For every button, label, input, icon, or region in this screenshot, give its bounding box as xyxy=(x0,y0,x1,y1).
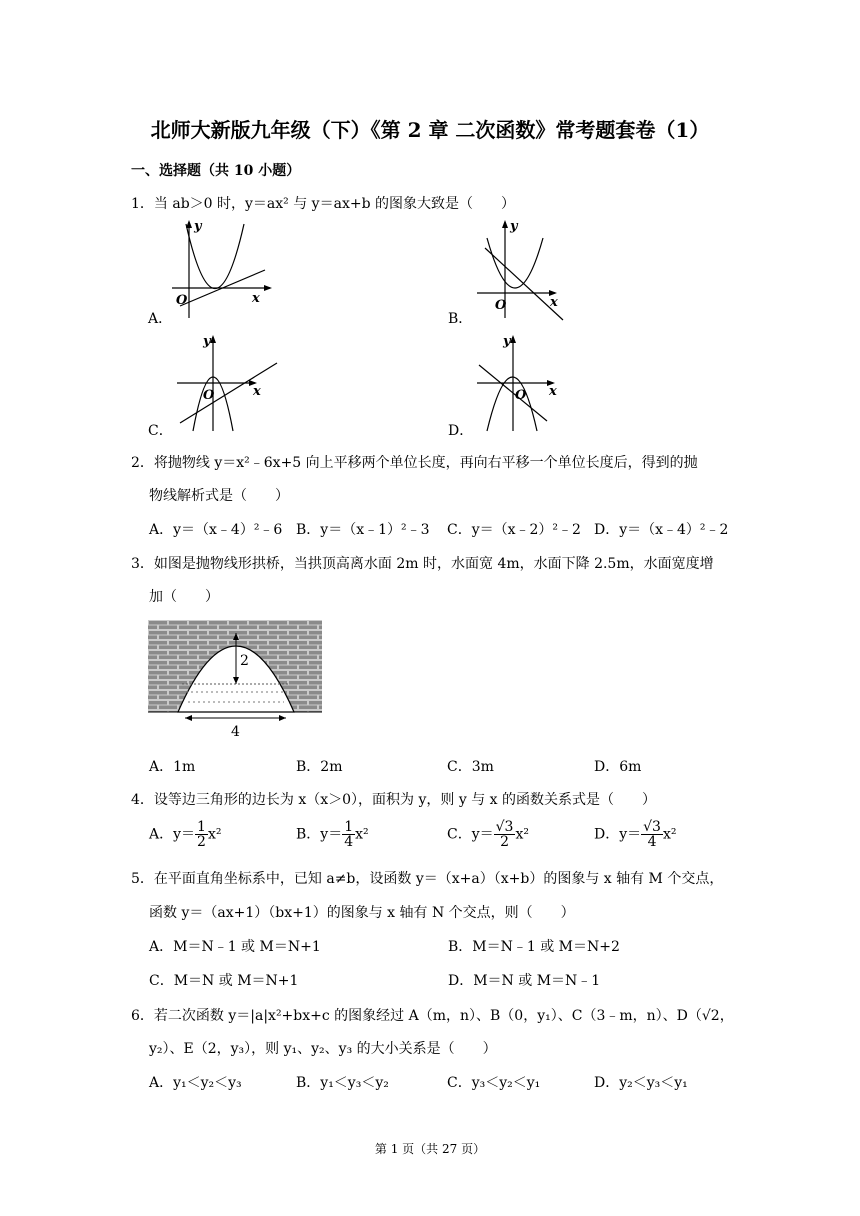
graph-d-y-label: y xyxy=(503,334,511,349)
q3-height-label: 2 xyxy=(240,653,249,669)
graph-c-x-label: x xyxy=(253,384,261,399)
question-2-stem-line1: 2．将抛物线 y＝x²﹣6x+5 向上平移两个单位长度，再向右平移一个单位长度后，得到的抛 xyxy=(131,455,698,471)
q2-option-d[interactable]: D．y＝（x﹣4）²﹣2 xyxy=(594,522,729,538)
q4-option-a[interactable] xyxy=(149,820,221,849)
q5-option-c[interactable]: C．M＝N 或 M＝N+1 xyxy=(149,973,299,989)
graph-b-y-label: y xyxy=(510,219,518,234)
graph-a-o-label: O xyxy=(176,293,188,308)
q4-option-b[interactable] xyxy=(296,820,369,849)
q4-option-c[interactable] xyxy=(447,820,529,849)
question-6-stem-line2: y₂）、E（2，y₃），则 y₁、y₂、y₃ 的大小关系是（ ） xyxy=(149,1041,497,1057)
q5-option-d[interactable]: D．M＝N 或 M＝N﹣1 xyxy=(448,973,601,989)
q1-option-c[interactable]: C． xyxy=(148,423,173,439)
question-5-stem-line2: 函数 y＝（ax+1）（bx+1）的图象与 x 轴有 N 个交点，则（ ） xyxy=(149,905,575,921)
q6-option-c[interactable]: C．y₃＜y₂＜y₁ xyxy=(447,1075,541,1091)
question-1-stem: 1．当 ab＞0 时，y＝ax² 与 y＝ax+b 的图象大致是（ ） xyxy=(131,196,515,212)
q4-c-num: √3 xyxy=(495,819,514,835)
graph-b-x-label: x xyxy=(550,295,558,310)
q3-arch-bridge-figure xyxy=(148,620,322,742)
q3-option-d[interactable]: D．6m xyxy=(594,759,642,775)
q1-graph-c xyxy=(175,333,285,433)
q6-option-d[interactable]: D．y₂＜y₃＜y₁ xyxy=(594,1075,688,1091)
q3-width-label: 4 xyxy=(231,724,240,740)
question-2-stem-line2: 物线解析式是（ ） xyxy=(149,488,289,504)
q4-d-den: 4 xyxy=(647,834,657,850)
q6-option-a[interactable]: A．y₁＜y₂＜y₃ xyxy=(149,1075,242,1091)
graph-b-o-label: O xyxy=(495,298,507,313)
q1-graph-d xyxy=(475,333,565,433)
q4-d-fraction xyxy=(641,820,663,849)
q3-option-c[interactable]: C．3m xyxy=(447,759,494,775)
q3-option-a[interactable]: A．1m xyxy=(149,759,196,775)
section-heading: 一、选择题（共 10 小题） xyxy=(131,163,301,179)
graph-c-o-label: O xyxy=(203,388,215,403)
q4-b-den: 4 xyxy=(344,834,354,850)
question-4-stem: 4．设等边三角形的边长为 x（x＞0），面积为 y，则 y 与 x 的函数关系式是（ ） xyxy=(131,792,657,808)
q4-c-prefix: C．y＝ xyxy=(447,826,494,843)
q4-c-den: 2 xyxy=(500,834,509,850)
q2-option-a[interactable]: A．y＝（x﹣4）²﹣6 xyxy=(149,522,283,538)
q5-option-b[interactable]: B．M＝N﹣1 或 M＝N+2 xyxy=(448,939,620,955)
q3-option-b[interactable]: B．2m xyxy=(296,759,343,775)
q4-b-fraction xyxy=(342,820,355,849)
q1-option-d[interactable]: D． xyxy=(448,423,474,439)
question-3-stem-line1: 3．如图是抛物线形拱桥，当拱顶高离水面 2m 时，水面宽 4m，水面下降 2.5m，水面宽度增 xyxy=(131,556,714,572)
q4-c-fraction xyxy=(494,820,516,849)
question-5-stem-line1: 5．在平面直角坐标系中，已知 a≠b，设函数 y＝（x+a）（x+b）的图象与 x 轴有 M 个交点， xyxy=(131,871,724,887)
graph-a-x-label: x xyxy=(252,291,260,306)
q4-a-num: 1 xyxy=(197,819,206,835)
q4-b-suffix: x² xyxy=(355,826,369,843)
question-3-stem-line2: 加（ ） xyxy=(149,589,219,605)
q4-d-suffix: x² xyxy=(662,826,677,843)
q1-option-b[interactable]: B． xyxy=(448,311,473,327)
q4-a-fraction xyxy=(195,820,208,849)
q4-option-d[interactable] xyxy=(594,820,676,849)
graph-d-o-label: O xyxy=(515,388,527,403)
q4-d-num: √3 xyxy=(643,819,661,835)
q1-graph-b xyxy=(475,218,575,323)
q4-c-suffix: x² xyxy=(515,826,529,843)
q4-b-num: 1 xyxy=(344,819,354,835)
q4-a-suffix: x² xyxy=(207,826,222,843)
q4-b-prefix: B．y＝ xyxy=(296,826,343,843)
q6-option-b[interactable]: B．y₁＜y₃＜y₂ xyxy=(296,1075,389,1091)
q4-a-prefix: A．y＝ xyxy=(149,826,196,843)
question-6-stem-line1: 6．若二次函数 y＝|a|x²+bx+c 的图象经过 A（m，n）、B（0，y₁）、C（3﹣m，n）、D（√2， xyxy=(131,1008,734,1024)
q2-option-c[interactable]: C．y＝（x﹣2）²﹣2 xyxy=(447,522,581,538)
graph-a-y-label: y xyxy=(194,219,202,234)
page-title: 北师大新版九年级（下）《第 2 章 二次函数》常考题套卷（1） xyxy=(150,118,710,142)
page-footer: 第 1 页（共 27 页） xyxy=(374,1142,486,1156)
q1-option-a[interactable]: A． xyxy=(148,311,173,327)
graph-c-y-label: y xyxy=(203,334,211,349)
q4-d-prefix: D．y＝ xyxy=(594,826,642,843)
q1-graph-a xyxy=(170,218,280,323)
q5-option-a[interactable]: A．M＝N﹣1 或 M＝N+1 xyxy=(149,939,321,955)
q2-option-b[interactable]: B．y＝（x﹣1）²﹣3 xyxy=(296,522,430,538)
q4-a-den: 2 xyxy=(197,834,206,850)
graph-d-x-label: x xyxy=(549,384,557,399)
